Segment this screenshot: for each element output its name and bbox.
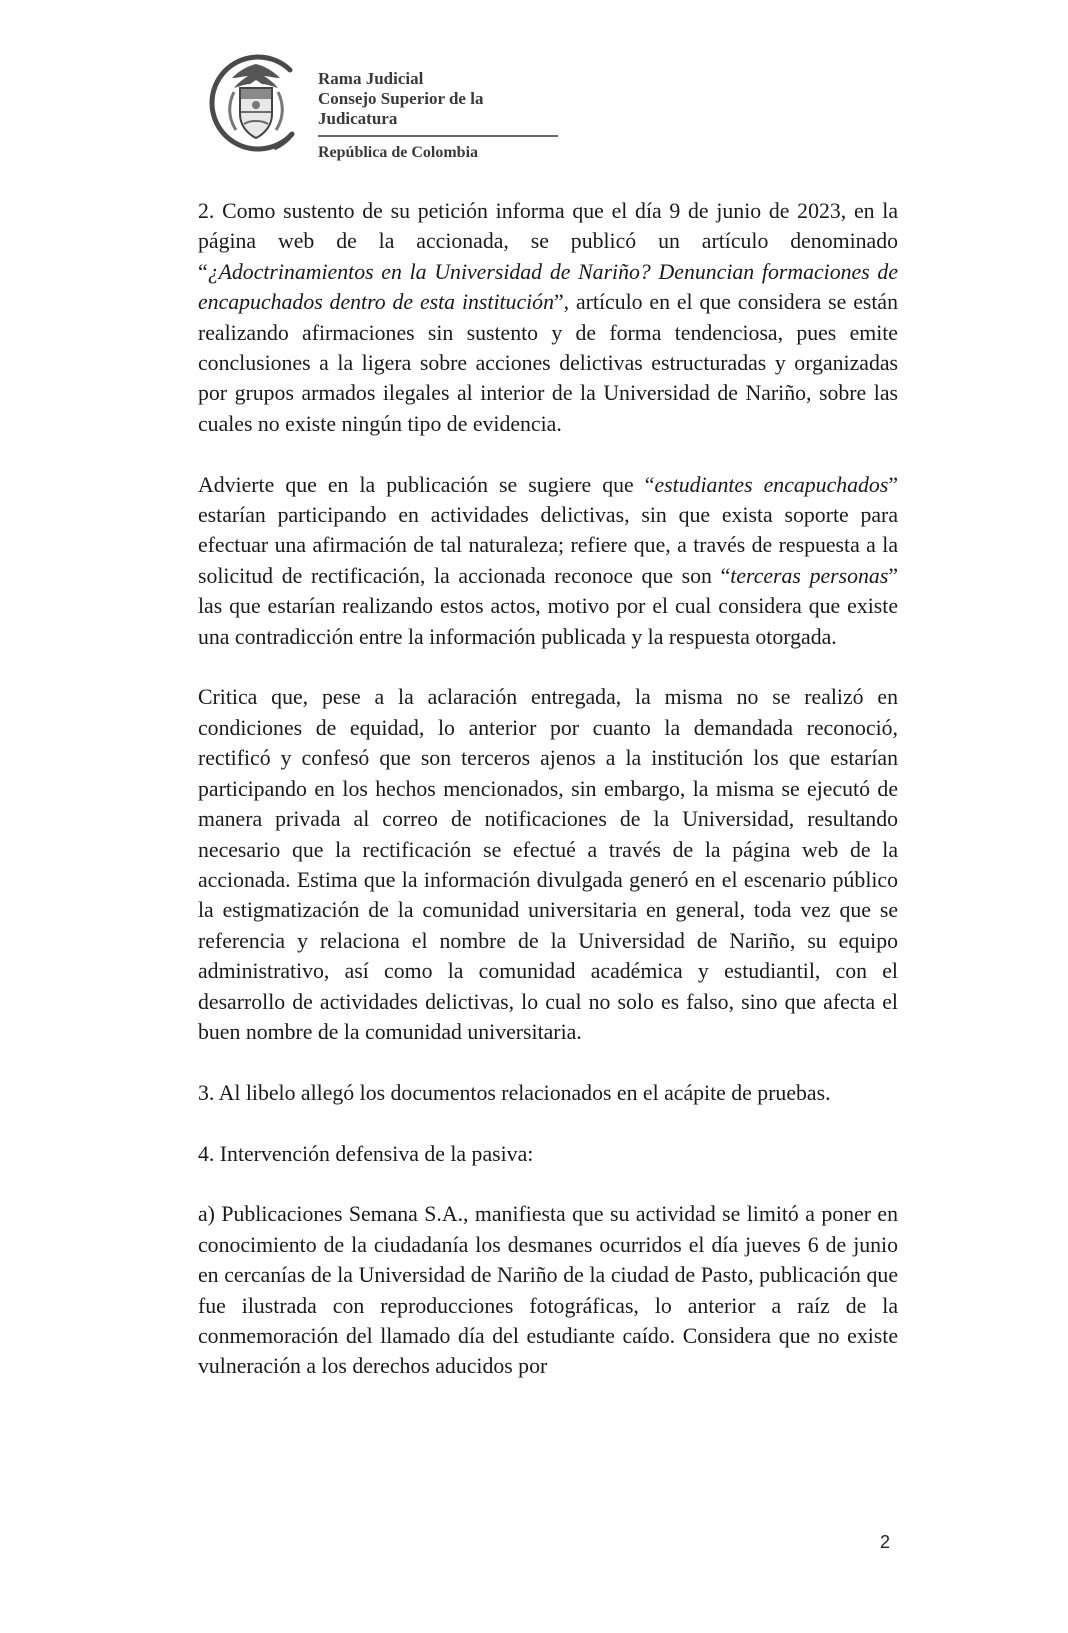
paragraph-4: 3. Al libelo allegó los documentos relacionados en el acápite de pruebas. (198, 1080, 831, 1105)
paragraph-2-italic-d: terceras personas (730, 563, 889, 588)
header-divider (318, 135, 558, 137)
header-line-rama-judicial: Rama Judicial (318, 69, 424, 88)
page-number: 2 (880, 1532, 891, 1552)
paragraph-2 (198, 470, 898, 652)
letterhead (204, 52, 564, 161)
colombia-coat-of-arms-icon (204, 52, 308, 156)
paragraph-1 (198, 196, 898, 439)
paragraph-2-text-a: Advierte que en la publicación se sugiere que “ (198, 472, 655, 497)
paragraph-5: 4. Intervención defensiva de la pasiva: (198, 1141, 534, 1166)
paragraph-2-text-c: ” estarían participando en actividades delictivas, sin que exista soporte para efectuar una afirmación de tal naturaleza; refiere que, a través de respuesta a la solicitud de rectificación, la accionada reconoce que son “ (198, 472, 899, 588)
paragraph-3: Critica que, pese a la aclaración entregada, la misma no se realizó en condiciones de equidad, lo anterior por cuanto la demandada reconoció, rectificó y confesó que son terceros ajenos a la institución los que estarían participando en los hechos mencionados, sin embargo, la misma se ejecutó de manera privada al correo de notificaciones de la Universidad, resultando necesario que la rectificación se efectué a través de la página web de la accionada. Estima que la información divulgada generó en el escenario público la estigmatización de la comunidad universitaria en general, toda vez que se referencia y relaciona el nombre de la Universidad de Nariño, su equipo administrativo, así como la comunidad académica y estudiantil, con el desarrollo de actividades delictivas, lo cual no solo es falso, sino que afecta el buen nombre de la comunidad universitaria. (198, 685, 898, 1044)
header-line-republica: República de Colombia (318, 144, 479, 161)
institution-name-block (318, 69, 564, 163)
paragraph-1-text-c: ”, artículo en el que considera se están realizando afirmaciones sin sustento y de forma tendenciosa, pues emite conclusiones a la ligera sobre acciones delictivas estructuradas y organizadas por grupos armados ilegales al interior de la Universidad de Nariño, sobre las cuales no existe ningún tipo de evidencia. (198, 290, 898, 436)
header-line-consejo: Consejo Superior de la Judicatura (318, 89, 484, 128)
paragraph-1-text-a: 2. Como sustento de su petición informa que el día 9 de junio de 2023, en la página web de la accionada, se publicó un artículo denominado “ (198, 199, 898, 284)
paragraph-2-italic-b: estudiantes encapuchados (654, 472, 889, 497)
paragraph-6: a) Publicaciones Semana S.A., manifiesta que su actividad se limitó a poner en conocimiento de la ciudadanía los desmanes ocurridos el día jueves 6 de junio en cercanías de la Universidad de Nariño de la ciudad de Pasto, publicación que fue ilustrada con reproducciones fotográficas, lo anterior a raíz de la conmemoración del llamado día del estudiante caído. Considera que no existe vulneración a los derechos aducidos por (198, 1202, 898, 1379)
paragraph-2-text-e: ” las que estarían realizando estos actos, motivo por el cual considera que existe una contradicción entre la información publicada y la respuesta otorgada. (198, 563, 898, 649)
document-body (198, 196, 898, 1382)
paragraph-1-article-title: ¿Adoctrinamientos en la Universidad de Nariño? Denuncian formaciones de encapuchados dentro de esta institución (198, 259, 898, 315)
